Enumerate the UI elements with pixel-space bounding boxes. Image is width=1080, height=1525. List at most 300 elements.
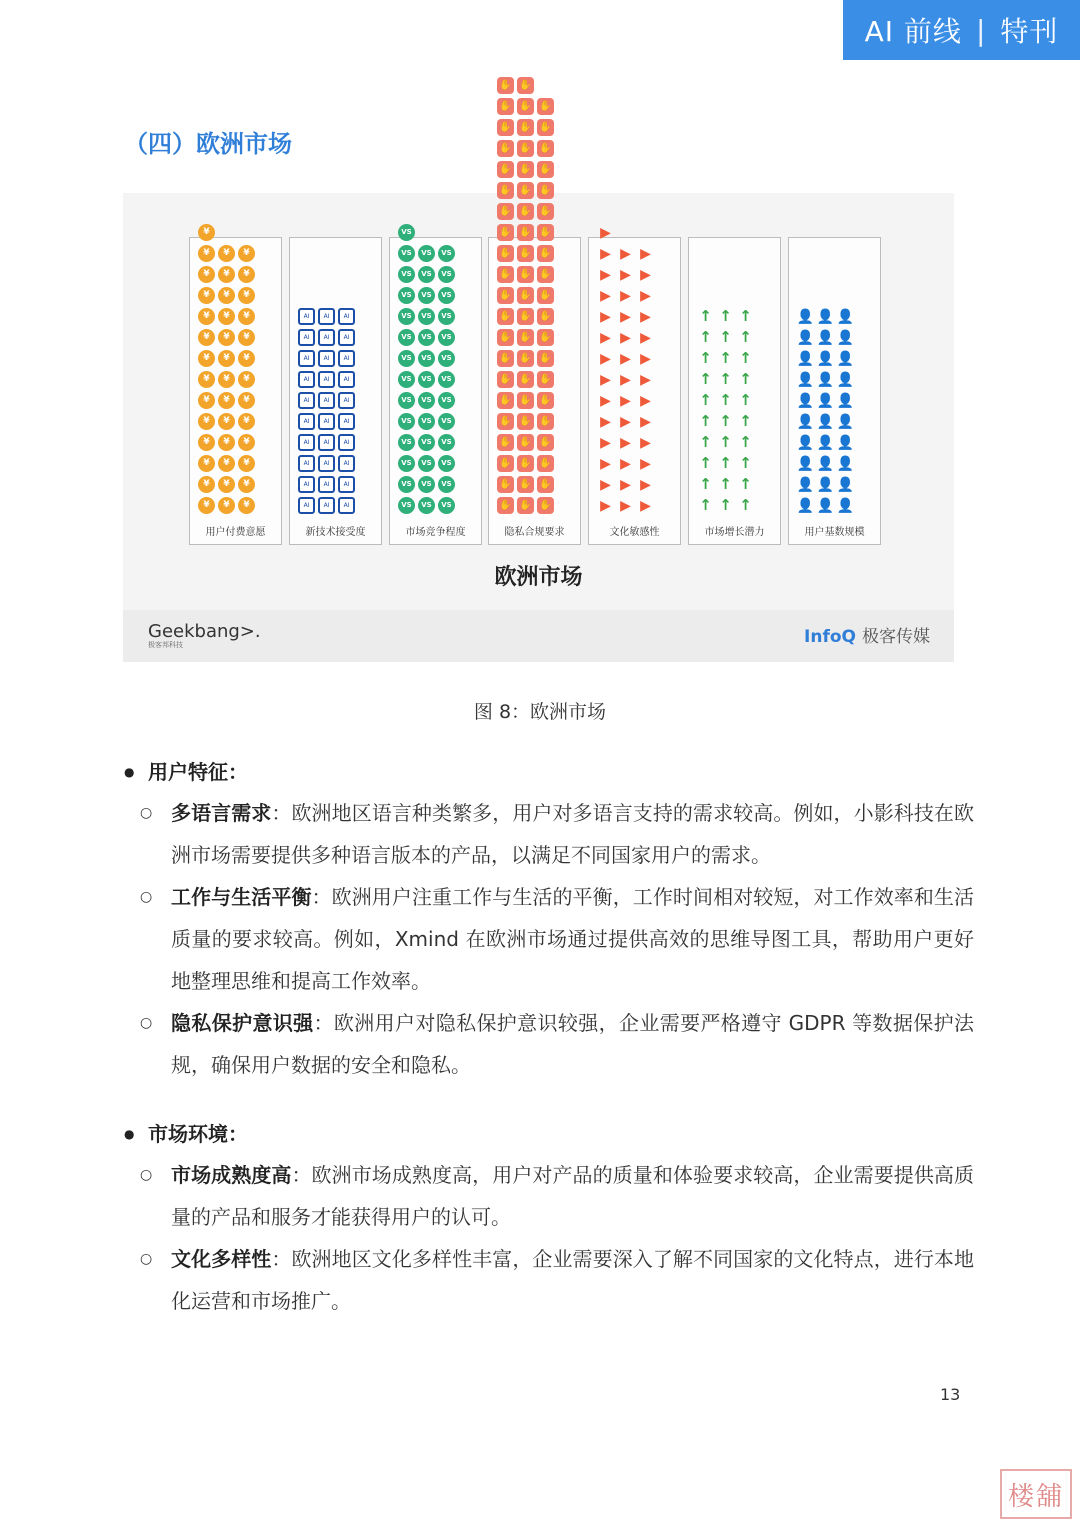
chip-icon: AI — [338, 329, 355, 346]
list-item — [124, 1002, 974, 1086]
hand-icon: ✋ — [537, 224, 554, 241]
column-label: 文化敏感性 — [609, 527, 660, 538]
user-icon: 👤 — [796, 308, 815, 325]
figure-column — [588, 224, 681, 545]
coin-icon: ¥ — [218, 308, 235, 325]
hand-icon: ✋ — [537, 392, 554, 409]
hand-icon: ✋ — [517, 203, 534, 220]
arrow-up-icon: ↑ — [719, 391, 732, 409]
user-icon: 👤 — [796, 434, 815, 451]
coin-icon: ¥ — [218, 371, 235, 388]
user-icon: 👤 — [836, 329, 855, 346]
coin-icon: ¥ — [238, 245, 255, 262]
hand-icon: ✋ — [497, 98, 514, 115]
chip-icon: AI — [338, 392, 355, 409]
coin-icon: ¥ — [198, 308, 215, 325]
figure-column — [189, 227, 282, 545]
chip-icon: AI — [338, 413, 355, 430]
vs-icon: VS — [438, 350, 455, 367]
coin-icon: ¥ — [238, 413, 255, 430]
user-icon: 👤 — [816, 455, 835, 472]
section-gap — [124, 1086, 974, 1114]
vs-icon: VS — [418, 392, 435, 409]
vs-icon: VS — [398, 308, 415, 325]
hand-icon: ✋ — [517, 98, 534, 115]
flag-icon: ▶ — [640, 476, 651, 493]
hand-icon: ✋ — [497, 497, 514, 514]
badge-right: 特刊 — [1000, 15, 1059, 48]
coin-icon: ¥ — [198, 371, 215, 388]
chip-icon: AI — [298, 350, 315, 367]
coin-icon: ¥ — [238, 287, 255, 304]
arrow-up-icon: ↑ — [699, 454, 712, 472]
flag-icon: ▶ — [640, 329, 651, 346]
arrow-up-icon: ↑ — [719, 349, 732, 367]
arrow-up-icon: ↑ — [739, 475, 752, 493]
coin-icon: ¥ — [238, 308, 255, 325]
item-term: 隐私保护意识强 — [171, 1011, 314, 1035]
flag-icon: ▶ — [600, 350, 611, 367]
arrow-up-icon: ↑ — [739, 412, 752, 430]
arrow-up-icon: ↑ — [719, 454, 732, 472]
figure-column — [788, 237, 881, 545]
coin-icon: ¥ — [218, 434, 235, 451]
hand-icon: ✋ — [517, 140, 534, 157]
vs-icon: VS — [438, 413, 455, 430]
infoq-logo-text: InfoQ — [804, 627, 856, 647]
list-item — [124, 792, 974, 876]
flag-icon: ▶ — [600, 266, 611, 283]
flag-icon: ▶ — [620, 413, 631, 430]
flag-icon: ▶ — [620, 245, 631, 262]
coin-icon: ¥ — [238, 455, 255, 472]
vs-icon: VS — [398, 455, 415, 472]
coin-icon: ¥ — [218, 266, 235, 283]
flag-icon: ▶ — [620, 392, 631, 409]
hand-icon: ✋ — [537, 350, 554, 367]
figure-caption: 图 8：欧洲市场 — [473, 701, 607, 723]
icon-grid — [497, 77, 572, 514]
chip-icon: AI — [318, 350, 335, 367]
flag-icon: ▶ — [640, 287, 651, 304]
arrow-up-icon: ↑ — [699, 391, 712, 409]
vs-icon: VS — [418, 350, 435, 367]
coin-icon: ¥ — [238, 476, 255, 493]
arrow-up-icon: ↑ — [739, 391, 752, 409]
section-heading-market-env: ● 市场环境： — [124, 1114, 974, 1154]
chip-icon: AI — [318, 308, 335, 325]
arrow-up-icon: ↑ — [739, 370, 752, 388]
item-term: 工作与生活平衡 — [171, 885, 312, 909]
arrow-up-icon: ↑ — [699, 328, 712, 346]
hand-icon: ✋ — [517, 371, 534, 388]
hand-icon: ✋ — [497, 308, 514, 325]
coin-icon: ¥ — [198, 287, 215, 304]
arrow-up-icon: ↑ — [699, 412, 712, 430]
vs-icon: VS — [418, 245, 435, 262]
chip-icon: AI — [338, 497, 355, 514]
hand-icon: ✋ — [517, 245, 534, 262]
hand-icon: ✋ — [517, 476, 534, 493]
geekbang-logo-text: Geekbang>. — [148, 621, 261, 642]
user-icon: 👤 — [796, 413, 815, 430]
vs-icon: VS — [438, 392, 455, 409]
coin-icon: ¥ — [198, 497, 215, 514]
flag-icon: ▶ — [620, 329, 631, 346]
vs-icon: VS — [398, 287, 415, 304]
hand-icon: ✋ — [537, 245, 554, 262]
vs-icon: VS — [398, 434, 415, 451]
arrow-up-icon: ↑ — [739, 454, 752, 472]
hand-icon: ✋ — [497, 455, 514, 472]
flag-icon: ▶ — [640, 350, 651, 367]
hand-icon: ✋ — [537, 119, 554, 136]
hand-icon: ✋ — [497, 203, 514, 220]
coin-icon: ¥ — [218, 287, 235, 304]
flag-icon: ▶ — [620, 476, 631, 493]
hand-icon: ✋ — [497, 245, 514, 262]
coin-icon: ¥ — [238, 497, 255, 514]
hand-icon: ✋ — [517, 392, 534, 409]
hand-icon: ✋ — [497, 392, 514, 409]
column-label: 新技术接受度 — [305, 527, 366, 538]
chip-icon: AI — [318, 497, 335, 514]
chip-icon: AI — [338, 476, 355, 493]
item-text: ：欧洲用户对隐私保护意识较强，企业需要严格遵守 GDPR 等数据保护法规，确保用户数据的安全和隐私。 — [171, 1011, 974, 1077]
coin-icon: ¥ — [198, 434, 215, 451]
hand-icon: ✋ — [537, 203, 554, 220]
flag-icon: ▶ — [620, 266, 631, 283]
chip-icon: AI — [318, 371, 335, 388]
hand-icon: ✋ — [517, 455, 534, 472]
flag-icon: ▶ — [640, 413, 651, 430]
user-icon: 👤 — [816, 476, 835, 493]
coin-icon: ¥ — [198, 392, 215, 409]
flag-icon: ▶ — [640, 245, 651, 262]
flag-icon: ▶ — [620, 497, 631, 514]
user-icon: 👤 — [836, 497, 855, 514]
hand-icon: ✋ — [517, 224, 534, 241]
hand-icon: ✋ — [517, 413, 534, 430]
flag-icon: ▶ — [600, 497, 611, 514]
coin-icon: ¥ — [198, 350, 215, 367]
hand-icon: ✋ — [537, 308, 554, 325]
arrow-up-icon: ↑ — [739, 496, 752, 514]
chip-icon: AI — [298, 329, 315, 346]
column-label: 用户付费意愿 — [205, 527, 266, 538]
figure-column — [389, 228, 482, 545]
flag-icon: ▶ — [600, 392, 611, 409]
coin-icon: ¥ — [218, 476, 235, 493]
figure-footer — [123, 610, 954, 662]
flag-icon: ▶ — [600, 329, 611, 346]
vs-icon: VS — [438, 329, 455, 346]
vs-icon: VS — [418, 266, 435, 283]
figure-inner-title: 欧洲市场 — [494, 565, 583, 590]
arrow-up-icon: ↑ — [719, 475, 732, 493]
column-label: 用户基数规模 — [804, 527, 865, 538]
chip-icon: AI — [298, 308, 315, 325]
arrow-up-icon: ↑ — [719, 328, 732, 346]
chip-icon: AI — [318, 476, 335, 493]
hand-icon: ✋ — [517, 266, 534, 283]
coin-icon: ¥ — [198, 413, 215, 430]
hand-icon: ✋ — [537, 266, 554, 283]
flag-icon: ▶ — [640, 434, 651, 451]
vs-icon: VS — [438, 455, 455, 472]
arrow-up-icon: ↑ — [699, 475, 712, 493]
hand-icon: ✋ — [517, 119, 534, 136]
hand-icon: ✋ — [497, 476, 514, 493]
hand-icon: ✋ — [497, 350, 514, 367]
item-term: 市场成熟度高 — [171, 1163, 292, 1187]
figure-column — [289, 237, 382, 545]
item-term: 文化多样性 — [171, 1247, 272, 1271]
hand-icon: ✋ — [537, 140, 554, 157]
coin-icon: ¥ — [218, 392, 235, 409]
user-icon: 👤 — [796, 392, 815, 409]
vs-icon: VS — [398, 266, 415, 283]
vs-icon: VS — [418, 497, 435, 514]
chip-icon: AI — [298, 434, 315, 451]
vs-icon: VS — [438, 434, 455, 451]
coin-icon: ¥ — [198, 224, 215, 241]
flag-icon: ▶ — [600, 476, 611, 493]
hand-icon: ✋ — [517, 182, 534, 199]
chip-icon: AI — [338, 350, 355, 367]
chip-icon: AI — [338, 434, 355, 451]
chip-icon: AI — [318, 413, 335, 430]
figure-column — [688, 237, 781, 545]
coin-icon: ¥ — [198, 476, 215, 493]
vs-icon: VS — [438, 371, 455, 388]
vs-icon: VS — [398, 497, 415, 514]
hand-icon: ✋ — [517, 161, 534, 178]
hand-icon: ✋ — [497, 182, 514, 199]
hand-icon: ✋ — [497, 329, 514, 346]
arrow-up-icon: ↑ — [699, 349, 712, 367]
hand-icon: ✋ — [537, 497, 554, 514]
flag-icon: ▶ — [600, 371, 611, 388]
flag-icon: ▶ — [600, 245, 611, 262]
hand-icon: ✋ — [497, 434, 514, 451]
hand-icon: ✋ — [517, 77, 534, 94]
vs-icon: VS — [398, 245, 415, 262]
user-icon: 👤 — [836, 350, 855, 367]
vs-icon: VS — [418, 476, 435, 493]
flag-icon: ▶ — [600, 308, 611, 325]
coin-icon: ¥ — [198, 455, 215, 472]
chip-icon: AI — [338, 308, 355, 325]
user-icon: 👤 — [796, 455, 815, 472]
flag-icon: ▶ — [640, 455, 651, 472]
vs-icon: VS — [418, 371, 435, 388]
coin-icon: ¥ — [238, 350, 255, 367]
icon-grid — [298, 308, 373, 514]
arrow-up-icon: ↑ — [719, 496, 732, 514]
hand-icon: ✋ — [517, 329, 534, 346]
hand-icon: ✋ — [497, 287, 514, 304]
user-icon: 👤 — [796, 497, 815, 514]
arrow-up-icon: ↑ — [699, 433, 712, 451]
vs-icon: VS — [398, 476, 415, 493]
flag-icon: ▶ — [620, 371, 631, 388]
arrow-up-icon: ↑ — [739, 328, 752, 346]
arrow-up-icon: ↑ — [699, 370, 712, 388]
coin-icon: ¥ — [218, 329, 235, 346]
hand-icon: ✋ — [537, 161, 554, 178]
hand-icon: ✋ — [497, 77, 514, 94]
chip-icon: AI — [298, 371, 315, 388]
vs-icon: VS — [418, 434, 435, 451]
user-icon: 👤 — [836, 476, 855, 493]
arrow-up-icon: ↑ — [719, 370, 732, 388]
coin-icon: ¥ — [218, 497, 235, 514]
coin-icon: ¥ — [218, 413, 235, 430]
badge-left: AI 前线 — [864, 15, 962, 48]
user-icon: 👤 — [816, 497, 835, 514]
item-term: 多语言需求 — [171, 801, 272, 825]
coin-icon: ¥ — [218, 350, 235, 367]
hand-icon: ✋ — [497, 266, 514, 283]
arrow-up-icon: ↑ — [739, 349, 752, 367]
item-text: ：欧洲用户注重工作与生活的平衡，工作时间相对较短，对工作效率和生活质量的要求较高。例如，Xmind 在欧洲市场通过提供高效的思维导图工具，帮助用户更好地整理思维和提高工作效率。 — [171, 885, 975, 993]
arrow-up-icon: ↑ — [719, 412, 732, 430]
section-title: （四）欧洲市场 — [124, 130, 292, 158]
coin-icon: ¥ — [238, 266, 255, 283]
user-icon: 👤 — [816, 350, 835, 367]
vs-icon: VS — [398, 413, 415, 430]
chip-icon: AI — [338, 455, 355, 472]
coin-icon: ¥ — [198, 245, 215, 262]
vs-icon: VS — [418, 413, 435, 430]
arrow-up-icon: ↑ — [719, 433, 732, 451]
watermark-seal: 楼舖 — [1000, 1469, 1072, 1519]
hand-icon: ✋ — [537, 476, 554, 493]
flag-icon: ▶ — [620, 455, 631, 472]
user-icon: 👤 — [836, 308, 855, 325]
chip-icon: AI — [318, 392, 335, 409]
vs-icon: VS — [438, 245, 455, 262]
vs-icon: VS — [438, 266, 455, 283]
flag-icon: ▶ — [620, 434, 631, 451]
vs-icon: VS — [398, 371, 415, 388]
vs-icon: VS — [398, 392, 415, 409]
vs-icon: VS — [418, 329, 435, 346]
chip-icon: AI — [298, 476, 315, 493]
hand-icon: ✋ — [517, 287, 534, 304]
hand-icon: ✋ — [497, 161, 514, 178]
hand-icon: ✋ — [517, 350, 534, 367]
item-text: ：欧洲市场成熟度高，用户对产品的质量和体验要求较高，企业需要提供高质量的产品和服务才能获得用户的认可。 — [171, 1163, 975, 1229]
hand-icon: ✋ — [537, 329, 554, 346]
hand-icon: ✋ — [497, 140, 514, 157]
item-text: ：欧洲地区语言种类繁多，用户对多语言支持的需求较高。例如，小影科技在欧洲市场需要提供多种语言版本的产品，以满足不同国家用户的需求。 — [171, 801, 975, 867]
flag-icon: ▶ — [620, 308, 631, 325]
user-icon: 👤 — [796, 350, 815, 367]
hand-icon: ✋ — [537, 98, 554, 115]
list-item — [124, 1238, 974, 1322]
arrow-up-icon: ↑ — [699, 307, 712, 325]
flag-icon: ▶ — [600, 224, 611, 241]
user-icon: 👤 — [836, 434, 855, 451]
geekbang-logo-sub: 极客邦科技 — [148, 641, 183, 649]
hand-icon: ✋ — [497, 224, 514, 241]
coin-icon: ¥ — [218, 245, 235, 262]
infoq-logo — [804, 622, 930, 647]
vs-icon: VS — [418, 455, 435, 472]
chip-icon: AI — [318, 455, 335, 472]
flag-icon: ▶ — [600, 413, 611, 430]
vs-icon: VS — [438, 497, 455, 514]
flag-icon: ▶ — [640, 371, 651, 388]
coin-icon: ¥ — [238, 434, 255, 451]
vs-icon: VS — [418, 287, 435, 304]
user-icon: 👤 — [836, 392, 855, 409]
flag-icon: ▶ — [640, 308, 651, 325]
icon-grid — [697, 308, 772, 514]
flag-icon: ▶ — [640, 392, 651, 409]
user-icon: 👤 — [816, 371, 835, 388]
main-content — [124, 752, 974, 1322]
hand-icon: ✋ — [497, 413, 514, 430]
figure-column — [488, 79, 581, 545]
hand-icon: ✋ — [497, 371, 514, 388]
coin-icon: ¥ — [238, 371, 255, 388]
list-item — [124, 876, 974, 1002]
section-heading-user-traits: ● 用户特征： — [124, 752, 974, 792]
hand-icon: ✋ — [537, 455, 554, 472]
chip-icon: AI — [298, 413, 315, 430]
icon-grid — [398, 224, 473, 514]
coin-icon: ¥ — [198, 329, 215, 346]
infoq-logo-name: 极客传媒 — [862, 627, 930, 647]
flag-icon: ▶ — [620, 350, 631, 367]
arrow-up-icon: ↑ — [739, 433, 752, 451]
column-label: 市场增长潜力 — [704, 527, 765, 538]
chip-icon: AI — [338, 371, 355, 388]
user-icon: 👤 — [796, 476, 815, 493]
hand-icon: ✋ — [517, 434, 534, 451]
chip-icon: AI — [318, 434, 335, 451]
icon-grid — [597, 224, 672, 514]
hand-icon: ✋ — [537, 434, 554, 451]
hand-icon: ✋ — [537, 413, 554, 430]
coin-icon: ¥ — [238, 392, 255, 409]
vs-icon: VS — [418, 308, 435, 325]
geekbang-logo — [148, 621, 261, 650]
hand-icon: ✋ — [537, 371, 554, 388]
coin-icon: ¥ — [218, 455, 235, 472]
user-icon: 👤 — [836, 371, 855, 388]
arrow-up-icon: ↑ — [739, 307, 752, 325]
vs-icon: VS — [398, 224, 415, 241]
hand-icon: ✋ — [517, 308, 534, 325]
user-icon: 👤 — [796, 329, 815, 346]
vs-icon: VS — [398, 350, 415, 367]
vs-icon: VS — [438, 476, 455, 493]
arrow-up-icon: ↑ — [719, 307, 732, 325]
coin-icon: ¥ — [238, 329, 255, 346]
user-icon: 👤 — [836, 413, 855, 430]
chip-icon: AI — [298, 392, 315, 409]
arrow-up-icon: ↑ — [699, 496, 712, 514]
chip-icon: AI — [298, 497, 315, 514]
icon-grid — [797, 308, 872, 514]
page-number: 13 — [940, 1385, 961, 1404]
item-text: ：欧洲地区文化多样性丰富，企业需要深入了解不同国家的文化特点，进行本地化运营和市场推广。 — [171, 1247, 975, 1313]
chip-icon: AI — [298, 455, 315, 472]
